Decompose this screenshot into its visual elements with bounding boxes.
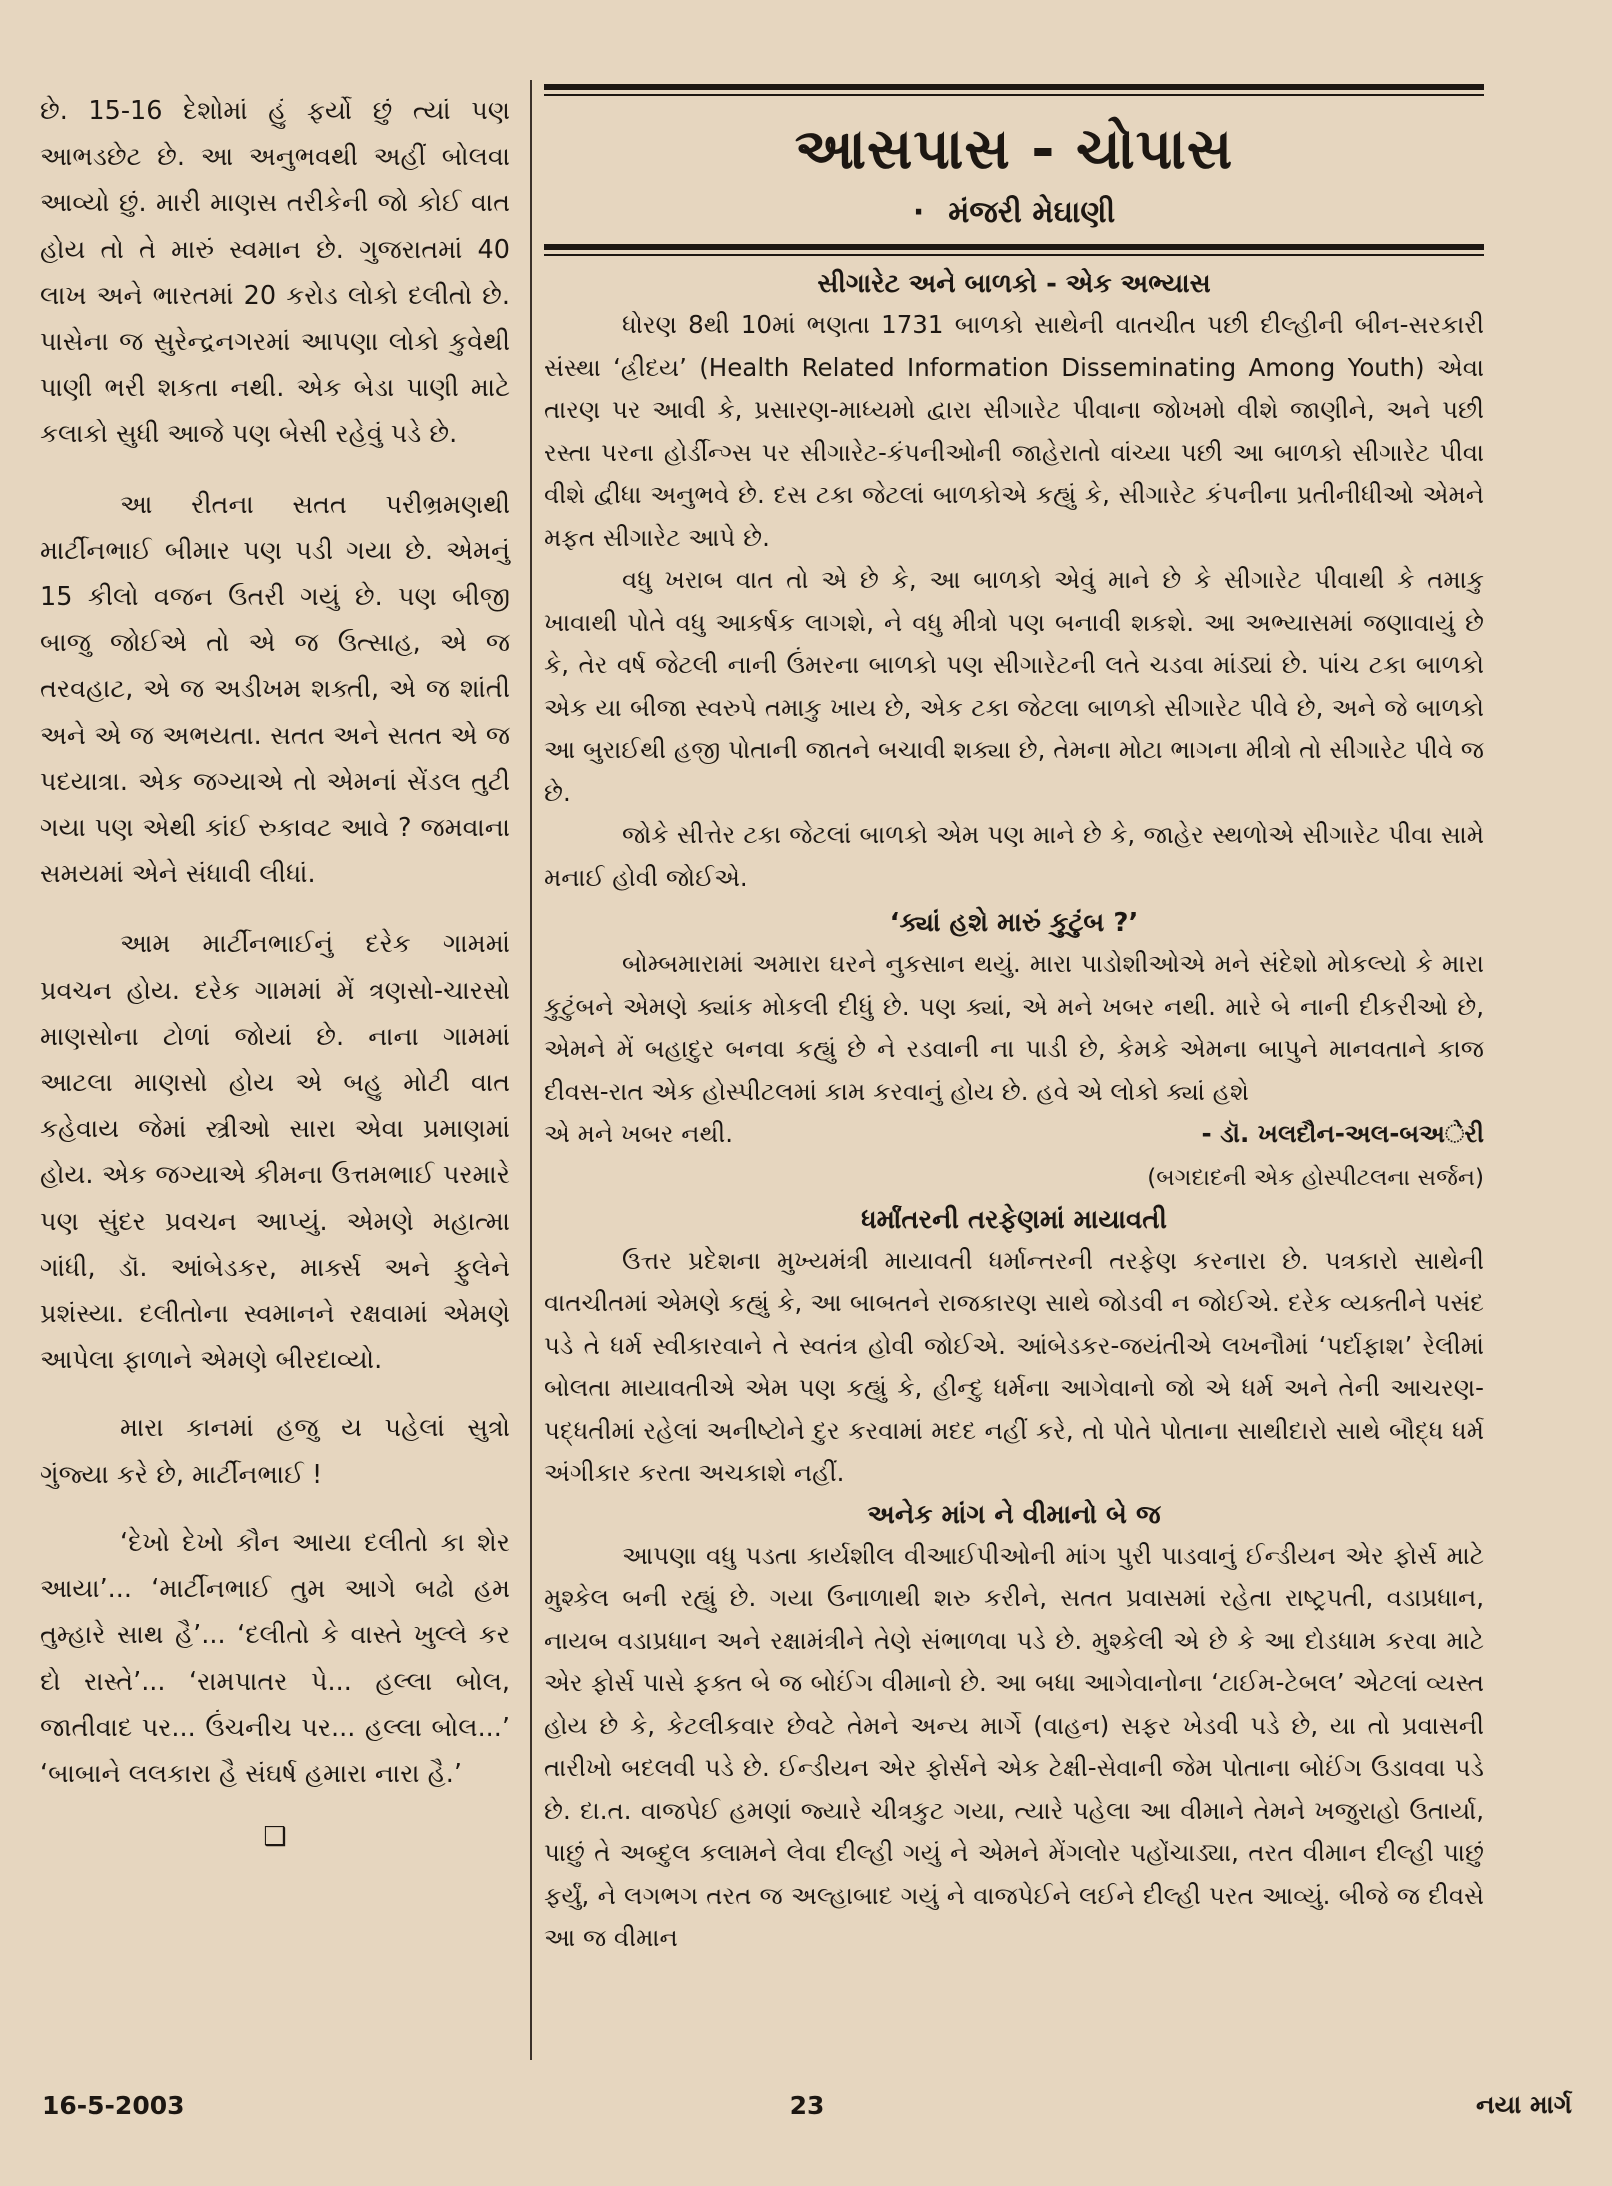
- author-name: મંજરી મેઘાણી: [948, 195, 1116, 230]
- section-paragraph: બોમ્બમારામાં અમારા ઘરને નુકસાન થયું. મારા પાડોશીઓએ મને સંદેશો મોકલ્યો કે મારા કુટુંબને એમણે ક્યાંક મોકલી દીધું છે. પણ ક્યાં, એ મને ખબર નથી. મારે બે નાની દીકરીઓ છે, એમને મેં બહાદુર બનવા કહ્યું છે ને રડવાની ના પાડી છે, કેમકે એમના બાપુને માનવતાને કાજ દીવસ-રાત એક હોસ્પીટલમાં કામ કરવાનું હોય છે. હવે એ લોકો ક્યાં હશે: [544, 949, 1484, 1106]
- column-divider: [530, 80, 532, 2060]
- left-paragraph-5: ‘દેખો દેખો કૌન આયા દલીતો કા શેર આયા’... ‘માર્ટીનભાઈ તુમ આગે બઢો હમ તુમ્હારે સાથ હૈ’... ‘દલીતો કે વાસ્તે ખુલ્લે કર દો રાસ્તે’... ‘રામપાતર પે... હલ્લા બોલ, જાતીવાદ પર... ઉંચનીચ પર... હલ્લા બોલ...’ ‘બાબાને લલકારા હૈ સંઘર્ષ હમારા નારા હૈ.’: [40, 1527, 510, 1789]
- left-paragraph-2: આ રીતના સતત પરીભ્રમણથી માર્ટીનભાઈ બીમાર પણ પડી ગયા છે. એમનું 15 કીલો વજન ઉતરી ગયું છે. પણ બીજી બાજુ જોઈએ તો એ જ ઉત્સાહ, એ જ તરવહાટ, એ જ અડીખમ શક્તી, એ જ શાંતી અને એ જ અભયતા. સતત અને સતત એ જ પદયાત્રા. એક જગ્યાએ તો એમનાં સેંડલ તુટી ગયા પણ એથી કાંઈ રુકાવટ આવે ? જમવાના સમયમાં એને સંધાવી લીધાં.: [40, 489, 510, 890]
- section-paragraph: આપણા વધુ પડતા કાર્યશીલ વીઆઈપીઓની માંગ પુરી પાડવાનું ઈન્ડીયન એર ફોર્સ માટે મુશ્કેલ બની રહ્યું છે. ગયા ઉનાળાથી શરુ કરીને, સતત પ્રવાસમાં રહેતા રાષ્ટ્રપતી, વડાપ્રધાન, નાયબ વડાપ્રધાન અને રક્ષામંત્રીને તેણે સંભાળવા પડે છે. મુશ્કેલી એ છે કે આ દોડધામ કરવા માટે એર ફોર્સ પાસે ફક્ત બે જ બોઈંગ વીમાનો છે. આ બધા આગેવાનોના ‘ટાઈમ-ટેબલ’ એટલાં વ્યસ્ત હોય છે કે, કેટલીકવાર છેવટે તેમને અન્ય માર્ગે (વાહન) સફર ખેડવી પડે છે, યા તો પ્રવાસની તારીખો બદલવી પડે છે. ઈન્ડીયન એર ફોર્સને એક ટેક્ષી-સેવાની જેમ પોતાના બોઈંગ ઉડાવવા પડે છે. દા.ત. વાજપેઈ હમણાં જ્યારે ચીત્રકુટ ગયા, ત્યારે પહેલા આ વીમાને તેમને ખજુરાહો ઉતાર્યા, પાછું તે અબ્દુલ કલામને લેવા દીલ્હી ગયું ને એમને મેંગલોર પહોંચાડ્યા, તરત વીમાન દીલ્હી પાછું ફર્યું, ને લગભગ તરત જ અલ્હાબાદ ગયું ને વાજપેઈને લઈને દીલ્હી પરત આવ્યું. બીજે જ દીવસે આ જ વીમાન: [544, 1540, 1484, 1952]
- masthead-bottom-rule: [544, 244, 1484, 250]
- section-planes: [544, 1495, 1484, 1960]
- section-heading: સીગારેટ અને બાળકો - એક અભ્યાસ: [817, 269, 1211, 299]
- issue-date: 16-5-2003: [42, 2090, 185, 2120]
- column-title: આસપાસ - ચોપાસ: [794, 117, 1234, 182]
- section-paragraph: જોકે સીત્તેર ટકા જેટલાં બાળકો એમ પણ માને છે કે, જાહેર સ્થળોએ સીગારેટ પીવા સામે મનાઈ હોવી જોઈએ.: [544, 820, 1484, 892]
- signature-line: [544, 1113, 1484, 1156]
- right-column: [544, 84, 1484, 1960]
- section-heading: ધર્માંતરની તરફેણમાં માયાવતી: [861, 1204, 1167, 1235]
- section-paragraph: ધોરણ 8થી 10માં ભણતા 1731 બાળકો સાથેની વાતચીત પછી દીલ્હીની બીન-સરકારી સંસ્થા ‘હ્રીદય’ (Health Related Information Disseminating Among Youth) એવા તારણ પર આવી કે, પ્રસારણ-માધ્યમો દ્વારા સીગારેટ પીવાના જોખમો વીશે જાણીને, અને પછી રસ્તા પરના હોર્ડીન્ગ્સ પર સીગારેટ-કંપનીઓની જાહેરાતો વાંચ્યા પછી આ બાળકો સીગારેટ પીવા વીશે દ્વીધા અનુભવે છે. દસ ટકા જેટલાં બાળકોએ કહ્યું કે, સીગારેટ કંપનીના પ્રતીનીધીઓ એમને મફત સીગારેટ આપે છે.: [544, 310, 1484, 552]
- section-family: [544, 903, 1484, 1200]
- end-of-article-mark: ❑: [263, 1822, 287, 1853]
- author-line: [544, 188, 1484, 238]
- signature-note: (બગદાદની એક હોસ્પીટલના સર્જન): [1147, 1164, 1484, 1191]
- masthead-top-rule-thin: [544, 94, 1484, 96]
- left-column: [40, 88, 510, 1857]
- left-paragraph-1: છે. 15-16 દેશોમાં હું ફર્યો છું ત્યાં પણ આભડછેટ છે. આ અનુભવથી અહીં બોલવા આવ્યો છું. મારી માણસ તરીકેની જો કોઈ વાત હોય તો તે મારું સ્વમાન છે. ગુજરાતમાં 40 લાખ અને ભારતમાં 20 કરોડ લોકો દલીતો છે. પાસેના જ સુરેન્દ્રનગરમાં આપણા લોકો કુવેથી પાણી ભરી શકતા નથી. એક બેડા પાણી માટે કલાકો સુધી આજે પણ બેસી રહેવું પડે છે.: [40, 96, 510, 450]
- section-heading: અનેક માંગ ને વીમાનો બે જ: [867, 1499, 1161, 1530]
- section-paragraph: વધુ ખરાબ વાત તો એ છે કે, આ બાળકો એવું માને છે કે સીગારેટ પીવાથી કે તમાકુ ખાવાથી પોતે વધુ આકર્ષક લાગશે, ને વધુ મીત્રો પણ બનાવી શકશે. આ અભ્યાસમાં જણાવાયું છે કે, તેર વર્ષ જેટલી નાની ઉંમરના બાળકો પણ સીગારેટની લતે ચડવા માંડ્યાં છે. પાંચ ટકા બાળકો એક યા બીજા સ્વરુપે તમાકુ ખાય છે, એક ટકા જેટલા બાળકો સીગારેટ પીવે છે, અને જે બાળકો આ બુરાઈથી હજી પોતાની જાતને બચાવી શક્યા છે, તેમના મોટા ભાગના મીત્રો તો સીગારેટ પીવે જ છે.: [544, 565, 1484, 807]
- masthead-bottom-rule-thin: [544, 254, 1484, 256]
- section-heading: ‘ક્યાં હશે મારું કુટુંબ ?’: [889, 908, 1139, 938]
- section-last-line: એ મને ખબર નથી.: [544, 1119, 734, 1148]
- page-number: 23: [789, 2090, 825, 2120]
- masthead-top-rule: [544, 84, 1484, 90]
- left-paragraph-3: આમ માર્ટીનભાઈનું દરેક ગામમાં પ્રવચન હોય. દરેક ગામમાં મેં ત્રણસો-ચારસો માણસોના ટોળાં જોયાં છે. નાના ગામમાં આટલા માણસો હોય એ બહુ મોટી વાત કહેવાય જેમાં સ્ત્રીઓ સારા એવા પ્રમાણમાં હોય. એક જગ્યાએ કીમના ઉત્તમભાઈ પરમારે પણ સુંદર પ્રવચન આપ્યું. એમણે મહાત્મા ગાંધી, ડૉ. આંબેડકર, માર્ક્સ અને ફુલેને પ્રશંસ્યા. દલીતોના સ્વમાનને રક્ષવામાં એમણે આપેલા ફાળાને એમણે બીરદાવ્યો.: [40, 929, 510, 1376]
- section-cigarettes: [544, 264, 1484, 899]
- author-dot: ·: [912, 195, 925, 230]
- page-footer: [42, 2090, 1572, 2120]
- section-mayawati: [544, 1200, 1484, 1495]
- section-paragraph: ઉત્તર પ્રદેશના મુખ્યમંત્રી માયાવતી ધર્માન્તરની તરફેણ કરનારા છે. પત્રકારો સાથેની વાતચીતમાં એમણે કહ્યું કે, આ બાબતને રાજકારણ સાથે જોડવી ન જોઈએ. દરેક વ્યક્તીને પસંદ પડે તે ધર્મ સ્વીકારવાને તે સ્વતંત્ર હોવી જોઈએ. આંબેડકર-જયંતીએ લખનૌમાં ‘પર્દાફાશ’ રેલીમાં બોલતા માયાવતીએ એમ પણ કહ્યું કે, હીન્દુ ધર્મના આગેવાનો જો એ ધર્મ અને તેની આચરણ-પદ્ધતીમાં રહેલાં અનીષ્ટોને દુર કરવામાં મદદ નહીં કરે, તો પોતે પોતાના સાથીદારો સાથે બૌદ્ધ ધર્મ અંગીકાર કરતા અચકાશે નહીં.: [544, 1245, 1484, 1487]
- publication-name: નયા માર્ગ: [1476, 2090, 1572, 2119]
- signature: - ડૉ. ખલદૌન-અલ-બઅેરી: [1201, 1119, 1484, 1148]
- left-paragraph-4: મારા કાનમાં હજુ ય પહેલાં સુત્રો ગુંજ્યા કરે છે, માર્ટીનભાઈ !: [40, 1413, 510, 1490]
